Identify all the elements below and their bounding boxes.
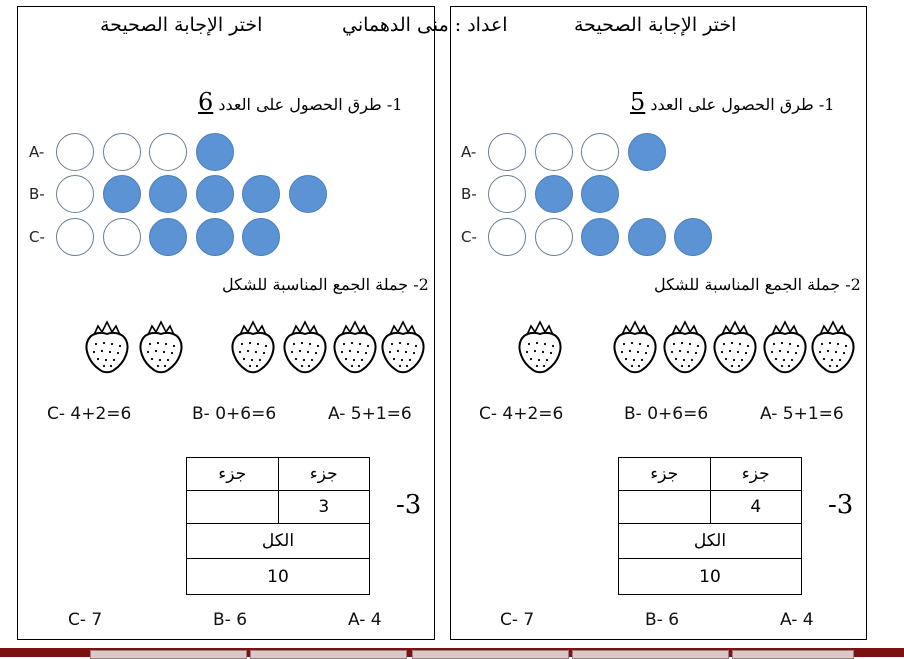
question-1-text: 1- طرق الحصول على العدد — [218, 95, 403, 114]
option-a-left[interactable]: A- 5+1=6 — [328, 404, 412, 424]
strawberry-icon — [760, 318, 810, 378]
question-1-number: 5 — [630, 88, 646, 116]
whole-value-cell: 10 — [187, 559, 370, 595]
taskbar-tab[interactable] — [732, 650, 854, 659]
question-1-text: 1- طرق الحصول على العدد — [650, 95, 835, 114]
filled-circle — [149, 218, 187, 256]
answer-c-right[interactable]: C- 7 — [500, 610, 535, 630]
filled-circle — [674, 218, 712, 256]
question-1-left — [198, 88, 402, 116]
question-1-number: 6 — [198, 88, 214, 116]
filled-circle — [581, 218, 619, 256]
header-title-left: اختر الإجابة الصحيحة — [100, 14, 263, 36]
whole-label-cell: الكل — [187, 524, 370, 559]
filled-circle — [242, 218, 280, 256]
question-2-left: 2- جملة الجمع المناسبة للشكل — [222, 275, 429, 294]
filled-circle — [628, 133, 666, 171]
filled-circle — [196, 133, 234, 171]
part-whole-table-left — [186, 457, 370, 595]
row-label: A- — [461, 143, 477, 161]
strawberry-icon — [610, 318, 660, 378]
strawberry-icon — [660, 318, 710, 378]
filled-circle — [196, 175, 234, 213]
option-c-right[interactable]: C- 4+2=6 — [479, 404, 564, 424]
row-label: B- — [29, 185, 45, 203]
strawberry-icon — [228, 318, 278, 378]
taskbar-tab[interactable] — [412, 650, 569, 659]
empty-circle — [535, 218, 573, 256]
filled-circle — [103, 175, 141, 213]
question-2-right: 2- جملة الجمع المناسبة للشكل — [654, 275, 861, 294]
whole-value-cell: 10 — [619, 559, 802, 595]
empty-circle — [56, 218, 94, 256]
empty-circle — [103, 133, 141, 171]
row-label: B- — [461, 185, 477, 203]
known-part-cell: 3 — [278, 491, 370, 524]
filled-circle — [581, 175, 619, 213]
empty-circle — [488, 175, 526, 213]
option-b-left[interactable]: B- 0+6=6 — [192, 404, 277, 424]
empty-circle — [56, 175, 94, 213]
row-label: C- — [461, 228, 477, 246]
strawberry-icon — [330, 318, 380, 378]
empty-circle — [56, 133, 94, 171]
question-3-label-right: -3 — [828, 490, 854, 520]
answer-b-right[interactable]: B- 6 — [645, 610, 680, 630]
part-header-2: جزء — [619, 458, 711, 491]
strawberry-icon — [82, 318, 132, 378]
strawberry-icon — [808, 318, 858, 378]
strawberry-icon — [136, 318, 186, 378]
filled-circle — [628, 218, 666, 256]
header-title-right: اختر الإجابة الصحيحة — [574, 14, 737, 36]
row-label: C- — [29, 228, 45, 246]
strawberry-icon — [515, 318, 565, 378]
filled-circle — [242, 175, 280, 213]
strawberry-icon — [378, 318, 428, 378]
header-author: اعداد : منى الدهماني — [342, 14, 508, 36]
row-label: A- — [29, 143, 45, 161]
whole-label-cell: الكل — [619, 524, 802, 559]
option-c-left[interactable]: C- 4+2=6 — [47, 404, 132, 424]
answer-c-left[interactable]: C- 7 — [68, 610, 103, 630]
filled-circle — [149, 175, 187, 213]
part-whole-table-right — [618, 457, 802, 595]
known-part-cell: 4 — [710, 491, 802, 524]
empty-circle — [103, 218, 141, 256]
empty-circle — [581, 133, 619, 171]
empty-circle — [535, 133, 573, 171]
taskbar-tab[interactable] — [90, 650, 247, 659]
part-header-2: جزء — [187, 458, 279, 491]
taskbar-tab[interactable] — [250, 650, 407, 659]
empty-circle — [488, 218, 526, 256]
filled-circle — [535, 175, 573, 213]
unknown-part-cell[interactable] — [187, 491, 279, 524]
empty-circle — [488, 133, 526, 171]
filled-circle — [196, 218, 234, 256]
question-1-right — [630, 88, 834, 116]
option-b-right[interactable]: B- 0+6=6 — [624, 404, 709, 424]
strawberry-icon — [280, 318, 330, 378]
empty-circle — [149, 133, 187, 171]
part-header-1: جزء — [710, 458, 802, 491]
answer-a-left[interactable]: A- 4 — [348, 610, 382, 630]
part-header-1: جزء — [278, 458, 370, 491]
filled-circle — [289, 175, 327, 213]
option-a-right[interactable]: A- 5+1=6 — [760, 404, 844, 424]
unknown-part-cell[interactable] — [619, 491, 711, 524]
taskbar-tab[interactable] — [572, 650, 729, 659]
answer-b-left[interactable]: B- 6 — [213, 610, 248, 630]
answer-a-right[interactable]: A- 4 — [780, 610, 814, 630]
strawberry-icon — [710, 318, 760, 378]
question-3-label-left: -3 — [396, 490, 422, 520]
